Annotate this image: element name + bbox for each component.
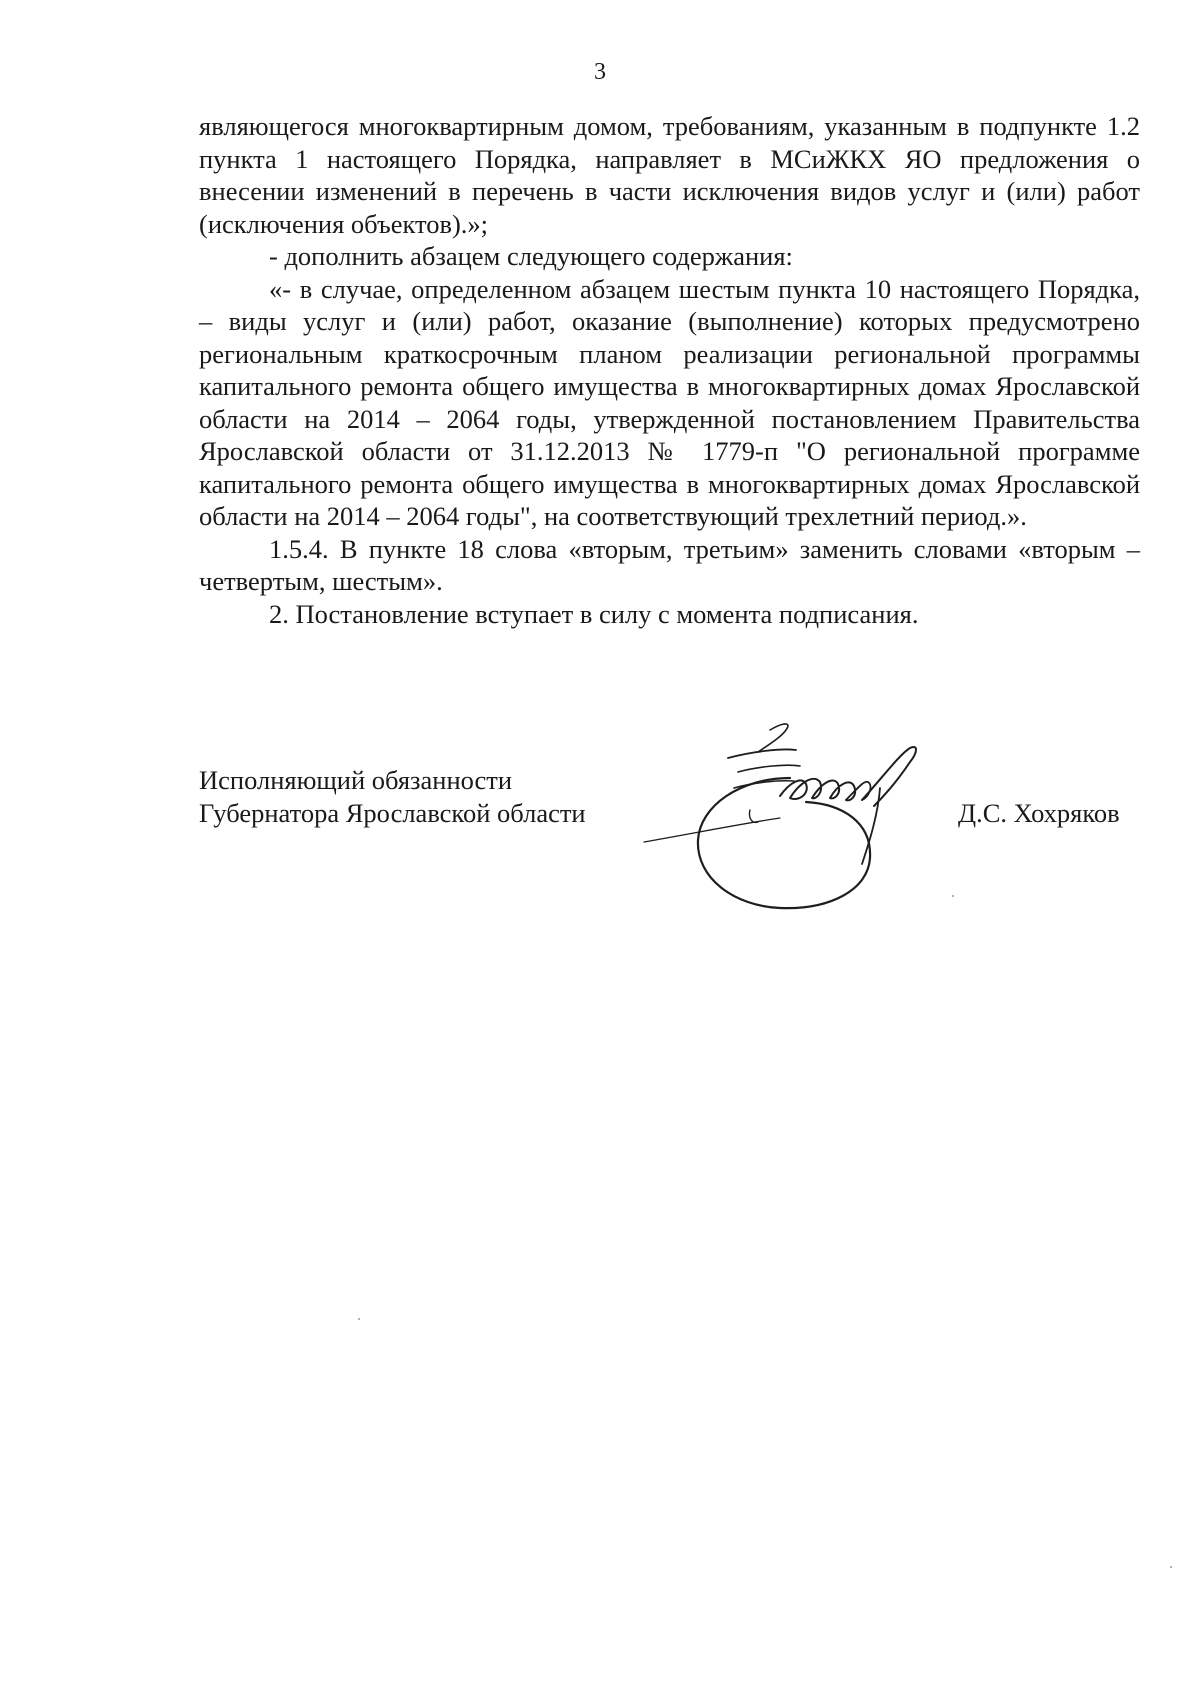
paragraph-4: 1.5.4. В пункте 18 слова «вторым, третьим» заменить словами «вторым – четвертым, шестым». — [199, 533, 1140, 596]
paragraph-3: «- в случае, определенном абзацем шестым пункта 10 настоящего Порядка, – виды услуг и (или) работ, оказание (выполнение) которых предусмотрено региональным краткосрочным планом реализации региональной программы капитального ремонта общего имущества в многоквартирных домах Ярославской области на 2014 – 2064 годы, утвержденной постановлением Правительства Ярославской области от 31.12.2013 № 1779-п "О региональной программе капитального ремонта общего имущества в многоквартирных домах Ярославской области на 2014 – 2064 годы", на соответствующий трехлетний период.». — [199, 273, 1140, 531]
scan-speck — [1170, 1566, 1172, 1568]
signatory-position-line-1: Исполняющий обязанности — [199, 765, 513, 795]
signatory-position-line-2: Губернатора Ярославской области — [199, 798, 586, 828]
paragraph-1: являющегося многоквартирным домом, требованиям, указанным в подпункте 1.2 пункта 1 настоящего Порядка, направляет в МСиЖКХ ЯО предложения о внесении изменений в перечень в части исключения видов услуг и (или) работ (исключения объектов).»; — [199, 111, 1140, 239]
paragraph-5: 2. Постановление вступает в силу с момента подписания. — [269, 598, 919, 629]
signature-block — [0, 758, 1200, 958]
scan-speck — [358, 1318, 360, 1320]
paragraph-2: - дополнить абзацем следующего содержания: — [269, 241, 793, 271]
scan-speck — [952, 895, 954, 897]
page-number: 3 — [594, 59, 606, 85]
signatory-name: Д.С. Хохряков — [958, 798, 1120, 828]
document-body — [199, 110, 1140, 630]
signatory-position — [199, 764, 586, 830]
handwritten-signature — [630, 718, 960, 948]
